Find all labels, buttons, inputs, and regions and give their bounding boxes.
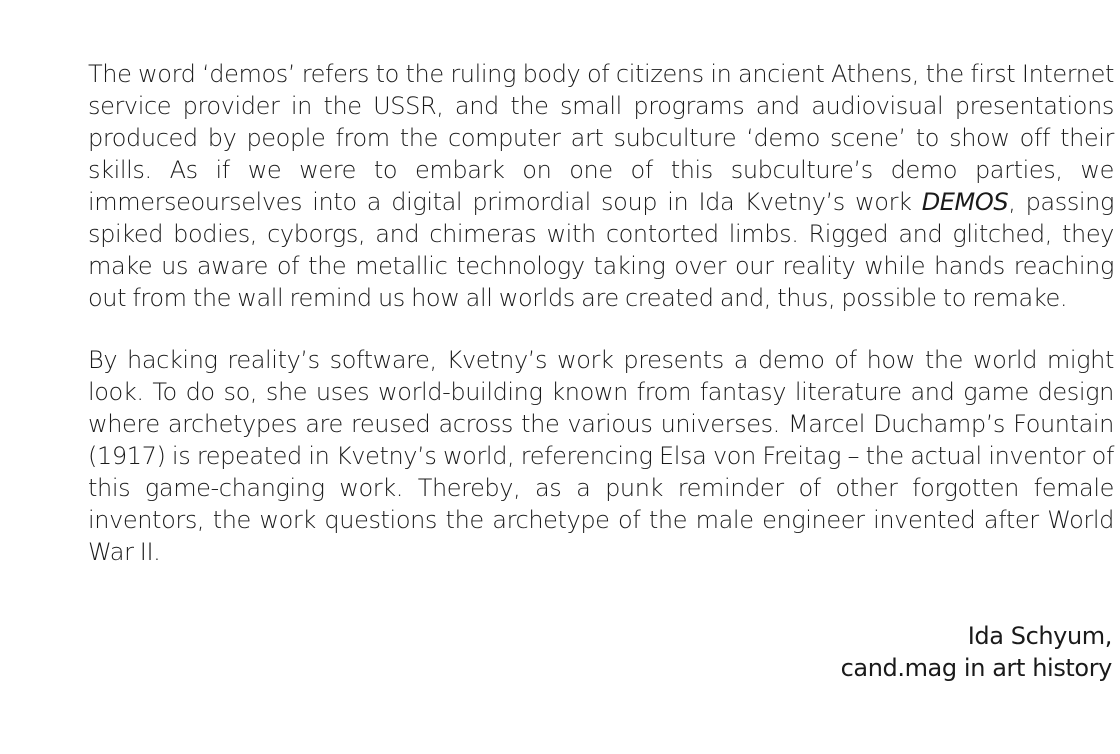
paragraph-1-text-end: , passing spiked bodies, cyborgs, and chimeras with contorted limbs. Rigged and glitched, they make us aware of the metallic technology taking over our reality while hands reaching out from the wall remind us how all worlds are created and, thus, possible to remake. bbox=[88, 188, 1114, 312]
author-signature bbox=[841, 620, 1112, 684]
paragraph-2: By hacking reality’s software, Kvetny’s work presents a demo of how the world might look. To do so, she uses world-building known from fantasy literature and game design where archetypes are reused across the various universes. Marcel Duchamp’s Fountain (1917) is repeated in Kvetny’s world, referencing Elsa von Freitag – the actual inventor of this game-changing work. Thereby, as a punk reminder of other forgotten female inventors, the work questions the archetype of the male engineer invented after World War II. bbox=[88, 346, 1114, 566]
author-name: Ida Schyum, bbox=[967, 622, 1112, 650]
essay-body bbox=[88, 58, 1114, 568]
author-credential: cand.mag in art history bbox=[840, 654, 1112, 682]
paragraph-1-text-start: The word ‘demos’ refers to the ruling body of citizens in ancient Athens, the first Internet service provider in the USSR, and the small programs and audiovisual presentations produced by people from the computer art subculture ‘demo scene’ to show off their skills. As if we were to embark on one of this subculture’s demo parties, we immerseourselves into a digital primordial soup in Ida Kvetny’s work bbox=[88, 60, 1114, 216]
artwork-title: DEMOS bbox=[921, 188, 1009, 216]
paragraph-1 bbox=[88, 58, 1114, 314]
